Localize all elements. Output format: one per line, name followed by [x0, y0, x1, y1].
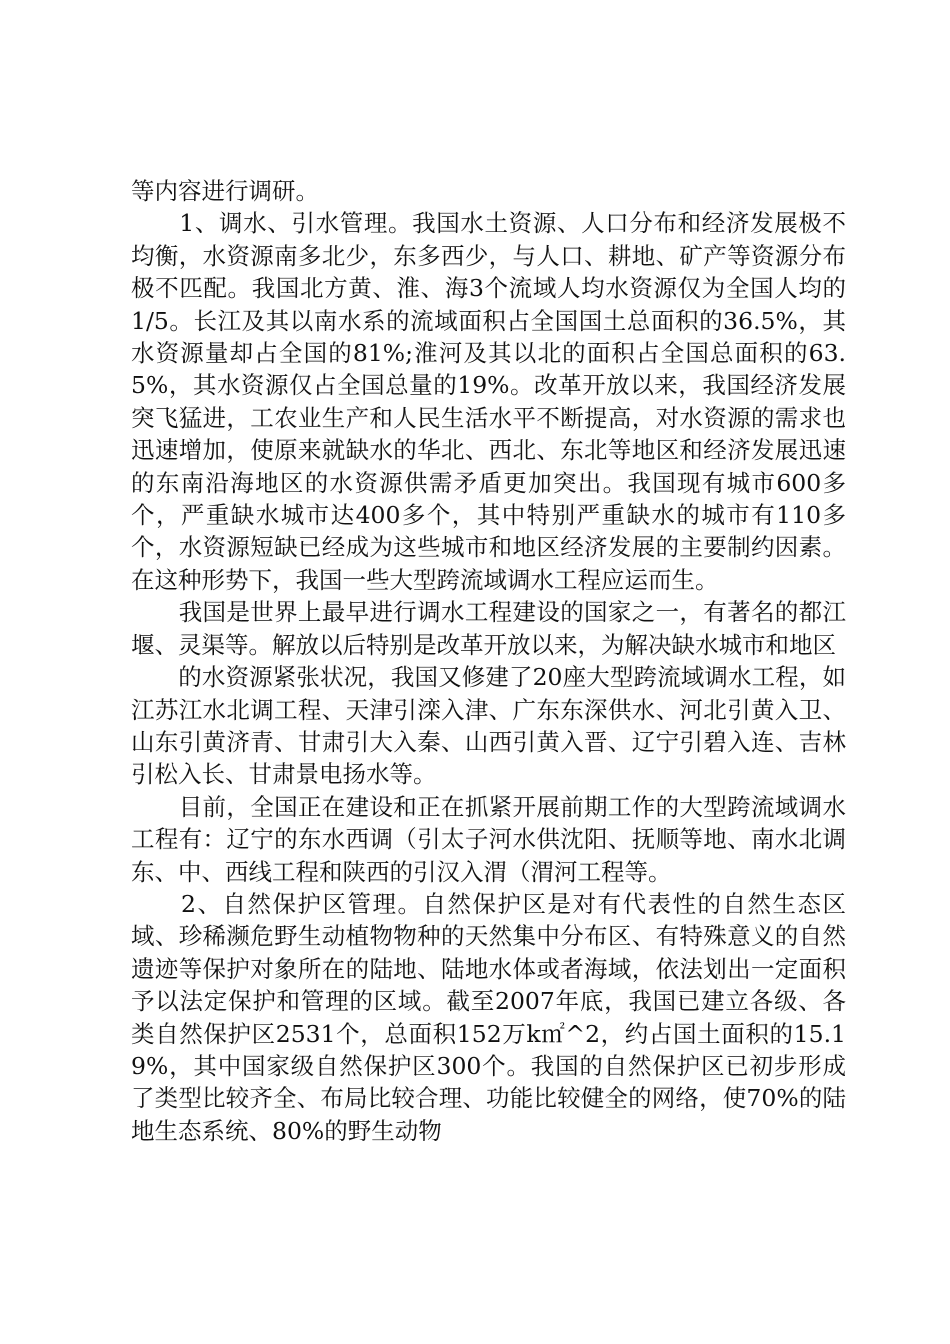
paragraph-water-transfer-history: 我国是世界上最早进行调水工程建设的国家之一，有著名的都江堰、灵渠等。解放以后特别是改革开放以来，为解决缺水城市和地区: [131, 598, 846, 659]
paragraph-nature-reserve-management: 2、自然保护区管理。自然保护区是对有代表性的自然生态区域、珍稀濒危野生动植物物种的天然集中分布区、有特殊意义的自然遗迹等保护对象所在的陆地、陆地水体或者海域，依法划出一定面积予以法定保护和管理的区域。截至2007年底，我国已建立各级、各类自然保护区2531个，总面积152万k㎡^2，约占国土面积的15.19%，其中国家级自然保护区300个。我国的自然保护区已初步形成了类型比较齐全、布局比较合理、功能比较健全的网络，使70%的陆地生态系统、80%的野生动物: [131, 889, 846, 1145]
paragraph-current-projects: 目前，全国正在建设和正在抓紧开展前期工作的大型跨流域调水工程有：辽宁的东水西调（引太子河水供沈阳、抚顺等地、南水北调东、中、西线工程和陕西的引汉入渭（渭河工程等。: [131, 792, 846, 886]
paragraph-water-transfer-projects: 的水资源紧张状况，我国又修建了20座大型跨流域调水工程，如江苏江水北调工程、天津引滦入津、广东东深供水、河北引黄入卫、山东引黄济青、甘肃引大入秦、山西引黄入晋、辽宁引碧入连、吉林引松入长、甘肃景电扬水等。: [131, 663, 846, 789]
document-body: [131, 175, 846, 1147]
paragraph-water-transfer-management: 1、调水、引水管理。我国水土资源、人口分布和经济发展极不均衡，水资源南多北少，东多西少，与人口、耕地、矿产等资源分布极不匹配。我国北方黄、淮、海3个流域人均水资源仅为全国人均的1/5。长江及其以南水系的流域面积占全国国土总面积的36.5%，其水资源量却占全国的81%;淮河及其以北的面积占全国总面积的63.5%，其水资源仅占全国总量的19%。改革开放以来，我国经济发展突飞猛进，工农业生产和人民生活水平不断提高，对水资源的需求也迅速增加，使原来就缺水的华北、西北、东北等地区和经济发展迅速的东南沿海地区的水资源供需矛盾更加突出。我国现有城市600多个，严重缺水城市达400多个，其中特别严重缺水的城市有110多个，水资源短缺已经成为这些城市和地区经济发展的主要制约因素。在这种形势下，我国一些大型跨流域调水工程应运而生。: [131, 209, 846, 594]
paragraph-intro-fragment: 等内容进行调研。: [131, 177, 319, 205]
